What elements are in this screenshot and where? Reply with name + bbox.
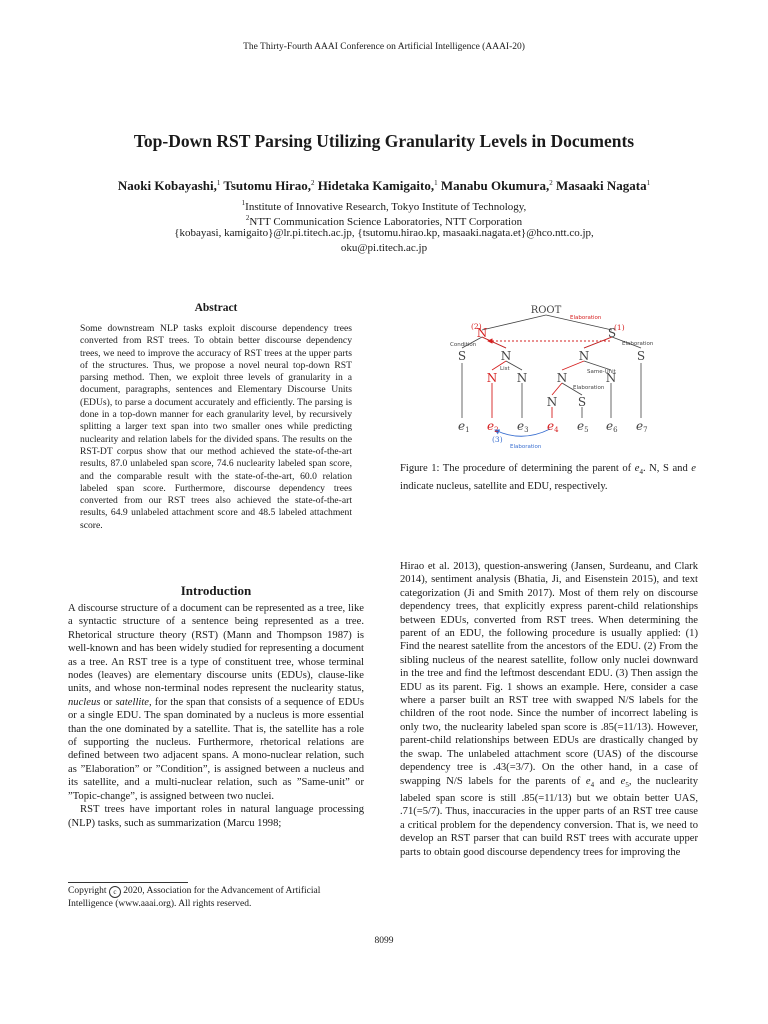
email-line-2: oku@pi.titech.ac.jp bbox=[340, 242, 428, 254]
relation-label: Elaboration bbox=[510, 444, 542, 450]
author-mark: 1 bbox=[646, 179, 651, 187]
text-run: Figure 1: The procedure of determining the parent of bbox=[400, 463, 635, 474]
node-nucleus: N bbox=[500, 349, 512, 363]
author-name: Tsutomu Hirao, bbox=[223, 178, 312, 193]
copyright-symbol bbox=[109, 886, 121, 898]
edu-label: e3 bbox=[517, 419, 529, 434]
intro-paragraph-1 bbox=[68, 602, 364, 803]
conference-header: The Thirty-Fourth AAAI Conference on Artificial Intelligence (AAAI-20) bbox=[243, 42, 525, 52]
affiliation-text: NTT Communication Science Laboratories, NTT Corporation bbox=[249, 216, 523, 228]
introduction-heading: Introduction bbox=[180, 583, 252, 598]
step-marker: (2) bbox=[471, 322, 482, 331]
text-run: , the nuclearity labeled span score is still .85(=11/13) but we obtain better UAS, .71(=5/7). Thus, inaccuracies in the upper parts of an RST tree cause a critical problem for the dependency conversion. That is, we need to develop an RST parser that can build RST trees with accurate upper parts to obtain good discourse dependency trees for improving the bbox=[400, 775, 698, 858]
abstract-text: Some downstream NLP tasks exploit discourse dependency trees converted from RST trees. To obtain better discourse dependency trees, we need to improve the accuracy of RST trees at the upper parts of the structures. Thus, we propose a novel neural top-down RST parsing method. Then, we exploit three levels of granularity in a document, paragraphs, sentences and Elementary Discourse Units (EDUs), to parse a document accurately and efficiently. The parsing is done in a top-down manner for each granularity level, by recursively splitting a larger text span into two smaller ones while predicting nuclearity and relation labels for the divided spans. The results on the RST-DT corpus show that our method achieved the state-of-the-art results, 87.0 unlabeled span score, 74.6 nuclearity labeled span score, and the comparable result with the state-of-the-art, 60.0 relation labeled span score. Furthermore, discourse dependency trees converted from our RST trees also achieved the state-of-the-art results, 64.9 unlabeled attachment score and 48.5 labeled attachment score. bbox=[80, 323, 352, 531]
author-mark: 1 bbox=[434, 179, 438, 187]
node-satellite: S bbox=[636, 349, 646, 363]
root-node: ROOT bbox=[530, 305, 562, 316]
edu-label: e5 bbox=[577, 419, 589, 434]
author-mark: 1 bbox=[216, 179, 221, 187]
math-var: e bbox=[585, 775, 591, 787]
figure-1-rst-tree bbox=[400, 303, 700, 453]
author-mark: 2 bbox=[311, 179, 315, 187]
author-name: Masaaki Nagata bbox=[555, 178, 647, 193]
text-run: or bbox=[100, 696, 116, 708]
text-run: 2020, Association for the Advancement of Artificial Intelligence (www.aaai.org). All rights reserved. bbox=[68, 886, 321, 909]
abstract-heading: Abstract bbox=[194, 302, 238, 314]
copyright-notice bbox=[68, 885, 364, 910]
step-marker: (1) bbox=[614, 323, 625, 332]
node-nucleus: N bbox=[546, 395, 558, 409]
term-satellite: satellite bbox=[115, 696, 149, 708]
introduction-body bbox=[68, 602, 364, 830]
node-nucleus: N bbox=[476, 326, 488, 340]
edu-label: e2 bbox=[487, 419, 499, 434]
math-var: e bbox=[634, 463, 640, 474]
text-run: A discourse structure of a document can be represented as a tree, like a syntactic structure of a sentence being represented as a tree. Rhetorical structure theory (RST) (Mann and Thompson 1987) is well-known and has been widely studied for representing a document as a tree. An RST tree is a type of constituent tree, whose terminal nodes (leaves) are elementary discourse units (EDUs), clause-like units, and whose non-terminal nodes represent the nuclearity status, bbox=[68, 603, 364, 695]
edu-label: e1 bbox=[458, 419, 470, 434]
author-name: Naoki Kobayashi, bbox=[117, 178, 217, 193]
node-satellite: S bbox=[457, 349, 467, 363]
node-nucleus: N bbox=[605, 371, 617, 385]
math-sub: 4 bbox=[590, 780, 595, 789]
text-run: Hirao et al. 2013), question-answering (Jansen, Surdeanu, and Clark 2014), sentiment analysis (Bhatia, Ji, and Eisenstein 2015), and text categorization (Ji and Smith 2017). Most of them rely on discourse dependency trees, that explicitly express parent-child relationships between EDUs, converted from RST trees. When determining the parent of an EDU, the following procedure is usually applied: (1) Find the nearest satellite from the ancestors of the EDU. (2) From the sibling nucleus of the nearest satellite, follow only nuclei downward in the tree and find the leftmost descendant EDU. (3) Then assign the EDU as its parent. Fig. 1 shows an example. Here, consider a case where a parser built an RST tree with swapped N/S labels for the children of the root node. Since the number of incorrect labeling is only two, the nuclearity labeled span score is .85(=11/13). However, parent-child relationships between EDUs are drastically changed by the swap. The unlabeled attachment score (UAS) of the discourse dependency tree is .43(=3/7). On the other hand, in a case of swapping N/S labels for the parents of bbox=[400, 561, 698, 787]
affiliation-mark: 1 bbox=[241, 199, 246, 207]
node-nucleus: N bbox=[556, 371, 568, 385]
author-name: Hidetaka Kamigaito, bbox=[317, 178, 435, 193]
figure-caption bbox=[400, 462, 696, 493]
text-run: . N, S and bbox=[642, 463, 692, 474]
edu-label: e4 bbox=[547, 419, 559, 434]
node-nucleus: N bbox=[486, 371, 498, 385]
term-nucleus: nucleus bbox=[68, 696, 101, 708]
math-var: e bbox=[691, 463, 696, 474]
right-column-body bbox=[400, 560, 698, 859]
affiliation-text: Institute of Innovative Research, Tokyo Institute of Technology, bbox=[245, 201, 527, 213]
node-nucleus: N bbox=[516, 371, 528, 385]
node-satellite: S bbox=[577, 395, 587, 409]
relation-label: Condition bbox=[450, 342, 477, 348]
math-var: e bbox=[620, 775, 626, 787]
step-marker: (3) bbox=[492, 435, 503, 444]
paper-title: Top-Down RST Parsing Utilizing Granularity Levels in Documents bbox=[133, 131, 635, 151]
edu-label: e7 bbox=[636, 419, 648, 434]
relation-label: Elaboration bbox=[573, 385, 605, 391]
edge bbox=[482, 315, 546, 330]
page-number: 8099 bbox=[374, 936, 394, 946]
math-sub: 5 bbox=[625, 780, 629, 789]
affiliation-mark: 2 bbox=[245, 214, 250, 222]
relation-label: Same-Unit bbox=[587, 369, 616, 375]
relation-label: Elaboration bbox=[622, 341, 654, 347]
author-mark: 2 bbox=[549, 179, 553, 187]
author-name: Manabu Okumura, bbox=[440, 178, 550, 193]
intro-paragraph-2: RST trees have important roles in natural language processing (NLP) tasks, such as summarization (Marcu 1998; bbox=[68, 804, 364, 829]
relation-label: Elaboration bbox=[570, 315, 602, 321]
text-run: and bbox=[594, 775, 621, 787]
edu-label: e6 bbox=[606, 419, 618, 434]
node-nucleus: N bbox=[578, 349, 590, 363]
email-line-1: {kobayasi, kamigaito}@lr.pi.titech.ac.jp, {tsutomu.hirao.kp, masaaki.nagata.et}@hco.ntt.co.jp, bbox=[174, 227, 594, 239]
author-list bbox=[0, 178, 768, 194]
footnote-rule bbox=[68, 882, 188, 883]
text-run: , for the span that consists of a sequence of EDUs or a single EDU. The span dominated by a nucleus is more essential than the one dominated by a satellite. That is, the satellite has a role of supporting the nucleus. Furthermore, rhetorical relations are defined between two adjacent spans. A mono-nuclear relation, such as ”Elaboration” or ”Condition”, is assigned between a nucleus and its satellite, and a multi-nuclear relation, such as ”Same-unit” or ”Topic-change”, is assigned between two nuclei. bbox=[68, 696, 364, 802]
math-sub: 4 bbox=[639, 468, 643, 477]
text-run: Copyright bbox=[68, 886, 109, 896]
node-satellite: S bbox=[607, 326, 617, 340]
text-run: indicate nucleus, satellite and EDU, respectively. bbox=[400, 480, 608, 492]
relation-label: List bbox=[500, 366, 510, 372]
copyright-symbol-letter: c bbox=[113, 888, 117, 896]
